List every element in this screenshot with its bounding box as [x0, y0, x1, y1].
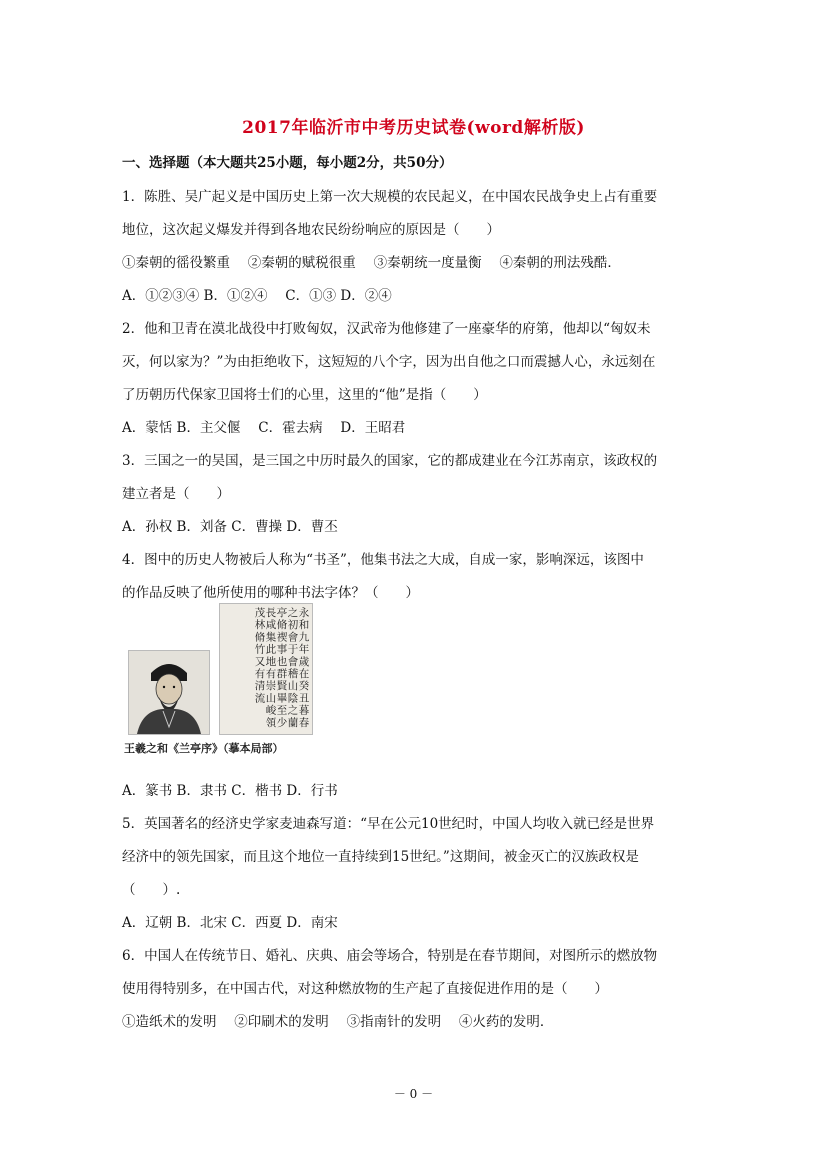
- calligraphy-glyph: 林: [254, 619, 266, 632]
- calligraphy-glyph: 事: [276, 643, 288, 656]
- question-5-line-1: 5．英国著名的经济史学家麦迪森写道：“早在公元10世纪时，中国人均收入就已经是世界: [122, 816, 655, 832]
- calligraphy-glyph: 會: [287, 655, 299, 668]
- portrait-image: [128, 650, 210, 735]
- calligraphy-glyph: 此: [265, 643, 277, 656]
- calligraphy-glyph: 有: [265, 668, 277, 680]
- calligraphy-glyph: 和: [298, 619, 310, 632]
- question-6-statements: ①造纸术的发明 ②印刷术的发明 ③指南针的发明 ④火药的发明．: [122, 1014, 554, 1030]
- page-number: － 0 －: [393, 1087, 434, 1101]
- question-2-line-3: 了历朝历代保家卫国将士们的心里，这里的“他”是指（ ）: [122, 387, 487, 403]
- calligraphy-glyph: 茂: [254, 607, 266, 619]
- calligraphy-glyph: 少: [276, 716, 288, 729]
- calligraphy-glyph: 在: [298, 668, 310, 680]
- calligraphy-glyph: 群: [276, 668, 288, 680]
- question-5-options: A．辽朝 B．北宋 C．西夏 D．南宋: [122, 915, 338, 931]
- question-2-options: A．蒙恬 B．主父偃 C．霍去病 D．王昭君: [122, 420, 406, 436]
- calligraphy-glyph: 集: [265, 631, 277, 644]
- calligraphy-glyph: 歲: [298, 655, 310, 668]
- section-heading: 一、选择题（本大题共25小题，每小题2分，共50分）: [122, 155, 453, 171]
- calligraphy-glyph: 陰: [287, 692, 299, 705]
- calligraphy-glyph: 暮: [298, 704, 310, 717]
- question-3-line-2: 建立者是（ ）: [122, 486, 230, 502]
- calligraphy-image: [219, 603, 313, 735]
- question-4-line-2: 的作品反映了他所使用的哪种书法字体？（ ）: [122, 585, 419, 601]
- portrait-icon: [129, 651, 209, 734]
- calligraphy-glyph: 之: [287, 607, 299, 619]
- question-3-options: A．孙权 B．刘备 C．曹操 D．曹丕: [122, 519, 338, 535]
- calligraphy-glyph: 領: [265, 716, 277, 729]
- calligraphy-glyph: 賢: [276, 680, 288, 693]
- calligraphy-glyph: 竹: [254, 643, 266, 656]
- calligraphy-glyph: 永: [298, 607, 310, 619]
- calligraphy-glyph: 峻: [265, 704, 277, 717]
- calligraphy-glyph: 亭: [276, 607, 288, 619]
- calligraphy-glyph: 丑: [298, 692, 310, 705]
- calligraphy-glyph: 山: [265, 692, 277, 705]
- calligraphy-glyph: 又: [254, 655, 266, 668]
- calligraphy-glyph: 癸: [298, 680, 310, 693]
- calligraphy-glyph: 年: [298, 643, 310, 656]
- calligraphy-glyph: 春: [298, 716, 310, 729]
- calligraphy-glyph: 畢: [276, 692, 288, 705]
- question-1-options: A．①②③④ B．①②④ C．①③ D．②④: [122, 288, 392, 304]
- question-5-line-2: 经济中的领先国家，而且这个地位一直持续到15世纪。”这期间，被金灭亡的汉族政权是: [122, 849, 639, 865]
- calligraphy-glyph: 于: [287, 643, 299, 656]
- question-4-figure: [124, 603, 319, 759]
- calligraphy-glyph: 初: [287, 619, 299, 632]
- question-3-line-1: 3．三国之一的吴国，是三国之中历时最久的国家，它的都成建业在今江苏南京，该政权的: [122, 453, 658, 469]
- calligraphy-glyph: 也: [276, 655, 288, 668]
- calligraphy-glyph: 崇: [265, 680, 277, 693]
- question-6-line-2: 使用得特别多，在中国古代，对这种燃放物的生产起了直接促进作用的是（ ）: [122, 981, 608, 997]
- question-2-line-1: 2．他和卫青在漠北战役中打败匈奴，汉武帝为他修建了一座豪华的府第，他却以“匈奴未: [122, 321, 651, 337]
- question-6-line-1: 6．中国人在传统节日、婚礼、庆典、庙会等场合，特别是在春节期间，对图所示的燃放物: [122, 948, 658, 964]
- question-1-line-2: 地位，这次起义爆发并得到各地农民纷纷响应的原因是（ ）: [122, 222, 500, 238]
- calligraphy-glyph: 蘭: [287, 716, 299, 729]
- calligraphy-glyph: 之: [287, 704, 299, 717]
- question-2-line-2: 灭，何以家为？”为由拒绝收下，这短短的八个字，因为出自他之口而震撼人心，永远刻在: [122, 354, 656, 370]
- question-4-options: A．篆书 B．隶书 C．楷书 D．行书: [122, 783, 338, 799]
- figure-caption: 王羲之和《兰亭序》（摹本局部）: [124, 742, 284, 755]
- calligraphy-glyph: 清: [254, 680, 266, 693]
- calligraphy-icon: [220, 604, 312, 734]
- calligraphy-glyph: 有: [254, 668, 266, 680]
- calligraphy-glyph: 咸: [265, 619, 277, 632]
- question-1-line-1: 1．陈胜、吴广起义是中国历史上第一次大规模的农民起义，在中国农民战争史上占有重要: [122, 189, 658, 205]
- calligraphy-glyph: 禊: [276, 631, 288, 644]
- page-title: 2017年临沂市中考历史试卷(word解析版): [242, 118, 585, 138]
- question-1-statements: ①秦朝的徭役繁重 ②秦朝的赋税很重 ③秦朝统一度量衡 ④秦朝的刑法残酷．: [122, 255, 621, 271]
- calligraphy-glyph: 流: [254, 692, 266, 705]
- calligraphy-glyph: 稽: [287, 668, 299, 680]
- calligraphy-glyph: 脩: [276, 619, 288, 632]
- calligraphy-glyph: 九: [298, 631, 310, 644]
- calligraphy-glyph: 長: [265, 607, 277, 619]
- calligraphy-glyph: 山: [287, 680, 299, 693]
- calligraphy-glyph: 脩: [254, 631, 266, 644]
- question-4-line-1: 4．图中的历史人物被后人称为“书圣”，他集书法之大成，自成一家，影响深远，该图中: [122, 552, 644, 568]
- calligraphy-glyph: 至: [276, 704, 288, 717]
- question-5-line-3: （ ）.: [122, 882, 181, 898]
- calligraphy-glyph: 會: [287, 631, 299, 644]
- calligraphy-glyph: 地: [265, 655, 277, 668]
